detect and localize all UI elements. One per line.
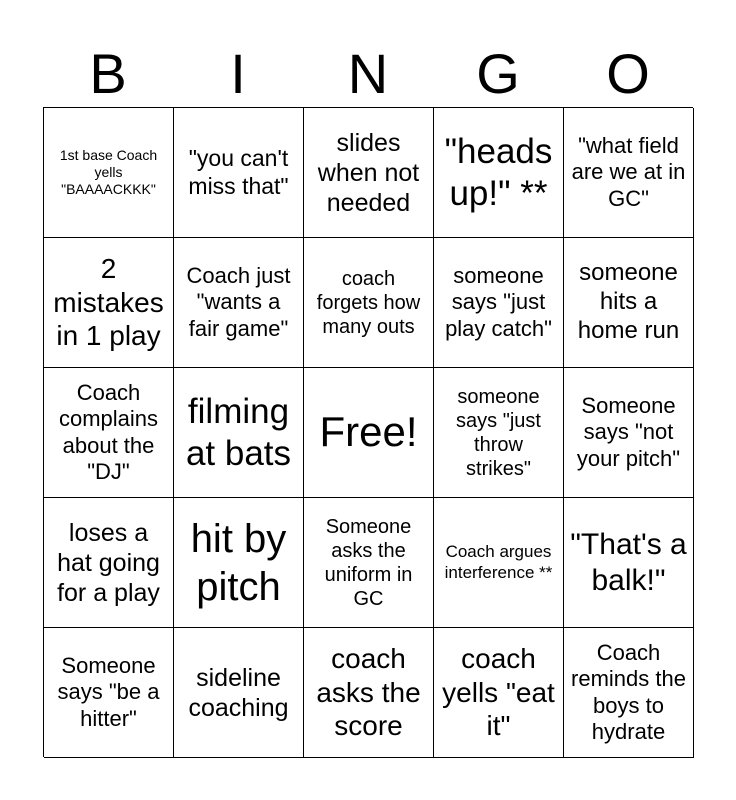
free-space[interactable]: Free! xyxy=(304,368,434,498)
header-letter-g: G xyxy=(476,42,520,105)
bingo-cell[interactable]: "you can't miss that" xyxy=(174,108,304,238)
bingo-cell[interactable]: someone says "just play catch" xyxy=(434,238,564,368)
bingo-cell[interactable]: "heads up!" ** xyxy=(434,108,564,238)
bingo-cell[interactable]: coach asks the score xyxy=(304,628,434,758)
bingo-cell[interactable]: Coach argues interference ** xyxy=(434,498,564,628)
header-letter-i: I xyxy=(230,42,246,105)
bingo-grid xyxy=(43,107,693,757)
bingo-cell[interactable]: sideline coaching xyxy=(174,628,304,758)
bingo-cell[interactable]: filming at bats xyxy=(174,368,304,498)
bingo-cell[interactable]: Coach just "wants a fair game" xyxy=(174,238,304,368)
header-letter-o: O xyxy=(606,42,650,105)
bingo-header xyxy=(43,40,693,108)
bingo-cell[interactable]: 1st base Coach yells "BAAAACKKK" xyxy=(44,108,174,238)
bingo-cell[interactable]: coach yells "eat it" xyxy=(434,628,564,758)
bingo-cell[interactable]: Someone says "not your pitch" xyxy=(564,368,694,498)
bingo-cell[interactable]: 2 mistakes in 1 play xyxy=(44,238,174,368)
bingo-cell[interactable]: "what field are we at in GC" xyxy=(564,108,694,238)
header-letter-b: B xyxy=(89,42,127,105)
bingo-cell[interactable]: loses a hat going for a play xyxy=(44,498,174,628)
bingo-cell[interactable]: slides when not needed xyxy=(304,108,434,238)
bingo-cell[interactable]: hit by pitch xyxy=(174,498,304,628)
header-letter-n: N xyxy=(347,42,389,105)
bingo-cell[interactable]: Someone says "be a hitter" xyxy=(44,628,174,758)
bingo-cell[interactable]: Coach reminds the boys to hydrate xyxy=(564,628,694,758)
bingo-cell[interactable]: someone says "just throw strikes" xyxy=(434,368,564,498)
bingo-cell[interactable]: Coach complains about the "DJ" xyxy=(44,368,174,498)
bingo-cell[interactable]: someone hits a home run xyxy=(564,238,694,368)
bingo-cell[interactable]: coach forgets how many outs xyxy=(304,238,434,368)
bingo-cell[interactable]: Someone asks the uniform in GC xyxy=(304,498,434,628)
bingo-cell[interactable]: "That's a balk!" xyxy=(564,498,694,628)
